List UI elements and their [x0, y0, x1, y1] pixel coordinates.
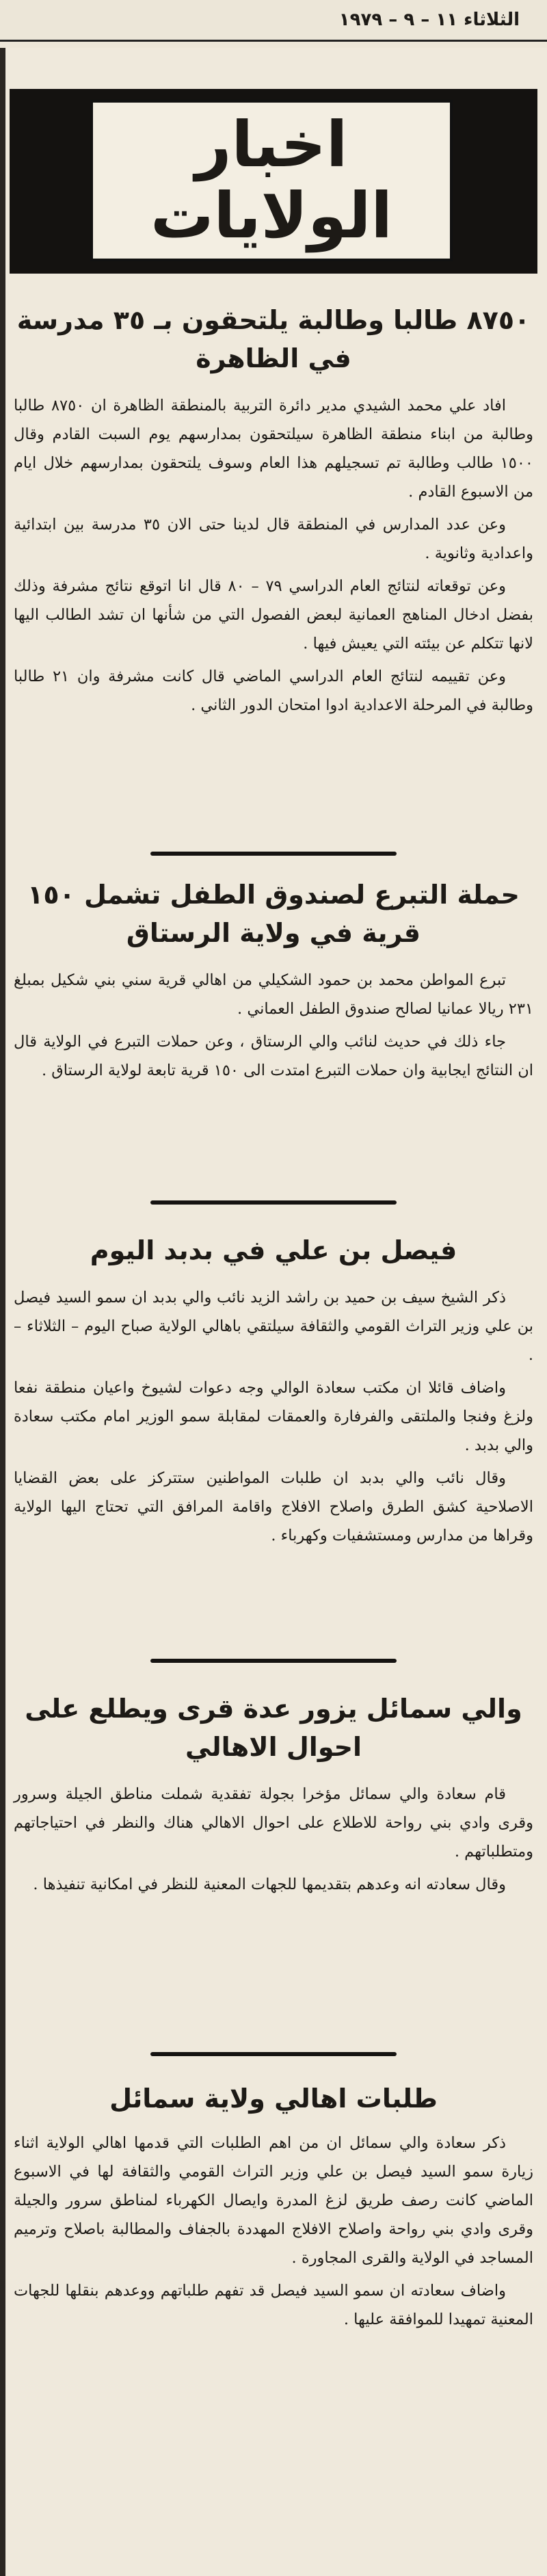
article-paragraph: ذكر الشيخ سيف بن حميد بن راشد الزيد نائب والي بدبد ان سمو السيد فيصل بن علي وزير التراث القومي والثقافة سيلتقي باهالي الولاية صباح اليوم – الثلاثاء – .	[14, 1289, 533, 1364]
page-header	[0, 0, 547, 48]
article-separator	[150, 1200, 397, 1205]
article-headline: فيصل بن علي في بدبد اليوم	[90, 1235, 457, 1265]
article-headline: والي سمائل يزور عدة قرى ويطلع على احوال الاهالي	[25, 1694, 522, 1762]
article-headline: حملة التبرع لصندوق الطفل تشمل ١٥٠ قرية في ولاية الرستاق	[27, 880, 520, 948]
article-separator	[150, 1659, 397, 1663]
column-edge	[0, 48, 5, 2576]
header-rule	[0, 40, 547, 42]
masthead-title-line2: الولايات	[150, 179, 392, 252]
section-masthead	[10, 89, 537, 274]
article-1	[14, 301, 533, 724]
article-paragraph: جاء ذلك في حديث لنائب والي الرستاق ، وعن حملات التبرع في الولاية قال ان النتائج ايجابية وان حملات التبرع امتدت الى ١٥٠ قرية تابعة لولاية الرستاق .	[14, 1033, 533, 1079]
article-4	[14, 1690, 533, 1903]
article-separator	[150, 2052, 397, 2056]
article-paragraph: ذكر سعادة والي سمائل ان من اهم الطلبات التي قدمها اهالي الولاية اثناء زيارة سمو السيد فيصل بن علي وزير التراث القومي والثقافة لها في الاسبوع الماضي كانت رصف طريق لزغ المدرة وايصال الكهرباء لمناطق سرور والجيلة وقرى وادي بني رواحة واصلاح الافلاج المهددة بالجفاف والمطالبة باصلاح وترميم المساجد في الولاية والقرى المجاورة .	[14, 2134, 533, 2267]
article-paragraph: وعن عدد المدارس في المنطقة قال لدينا حتى الان ٣٥ مدرسة بين ابتدائية واعدادية وثانوية .	[14, 516, 533, 562]
masthead-box	[90, 100, 453, 261]
issue-date: الثلاثاء ١١ – ٩ – ١٩٧٩	[338, 10, 520, 30]
article-paragraph: تبرع المواطن محمد بن حمود الشكيلي من اهالي قرية سني بني شكيل بمبلغ ٢٣١ ريالا عمانيا لصالح صندوق الطفل العماني .	[14, 971, 533, 1018]
article-paragraph: وقال نائب والي بدبد ان طلبات المواطنين ستتركز على بعض القضايا الاصلاحية كشق الطرق واصلاح الافلاج واقامة المرافق التي تحتاج اليها الولاية وقراها من مدارس ومستشفيات وكهرباء .	[14, 1469, 533, 1545]
article-2	[14, 876, 533, 1089]
article-paragraph: واضاف سعادته ان سمو السيد فيصل قد تفهم طلباتهم ووعدهم بنقلها للجهات المعنية تمهيدا للموافقة عليها .	[14, 2282, 533, 2328]
article-paragraph: وعن توقعاته لنتائج العام الدراسي ٧٩ – ٨٠ قال انا اتوقع نتائج مشرفة وذلك بفضل ادخال المناهج العمانية لبعض الفصول التي من شأنها ان تشد الطالب اليها لانها تتكلم عن بيئته التي يعيش فيها .	[14, 577, 533, 653]
article-paragraph: قام سعادة والي سمائل مؤخرا بجولة تفقدية شملت مناطق الجيلة وسرور وقرى وادي بني رواحة للاطلاع على احوال الاهالي هناك والنظر في احتياجاتهم ومتطلباتهم .	[14, 1785, 533, 1861]
article-3	[14, 1231, 533, 1554]
article-5	[14, 2079, 533, 2338]
article-paragraph: وعن تقييمه لنتائج العام الدراسي الماضي قال كانت مشرفة وان ٢١ طالبا وطالبة في المرحلة الاعدادية ادوا امتحان الدور الثاني .	[14, 668, 533, 714]
article-paragraph: وقال سعادته انه وعدهم بتقديمها للجهات المعنية للنظر في امكانية تنفيذها .	[33, 1876, 506, 1893]
article-headline: طلبات اهالي ولاية سمائل	[109, 2084, 438, 2114]
masthead-title-line1: اخبار	[195, 108, 348, 181]
article-paragraph: افاد علي محمد الشيدي مدير دائرة التربية بالمنطقة الظاهرة ان ٨٧٥٠ طالبا وطالبة من ابناء منطقة الظاهرة سيلتحقون بمدارسهم يوم السبت القادم وقال ١٥٠٠ طالب وطالبة تم تسجيلهم هذا العام وسوف يلتحقون بمدارسهم خلال ايام من الاسبوع القادم .	[14, 397, 533, 501]
article-separator	[150, 852, 397, 856]
article-headline: ٨٧٥٠ طالبا وطالبة يلتحقون بـ ٣٥ مدرسة في الظاهرة	[16, 305, 531, 373]
article-paragraph: واضاف قائلا ان مكتب سعادة الوالي وجه دعوات لشيوخ واعيان منطقة نفعا ولزغ وفنجا والملتقى والفرفارة والعمقات لمقابلة سمو الوزير امام مكتب سعادة والي بدبد .	[14, 1379, 533, 1454]
